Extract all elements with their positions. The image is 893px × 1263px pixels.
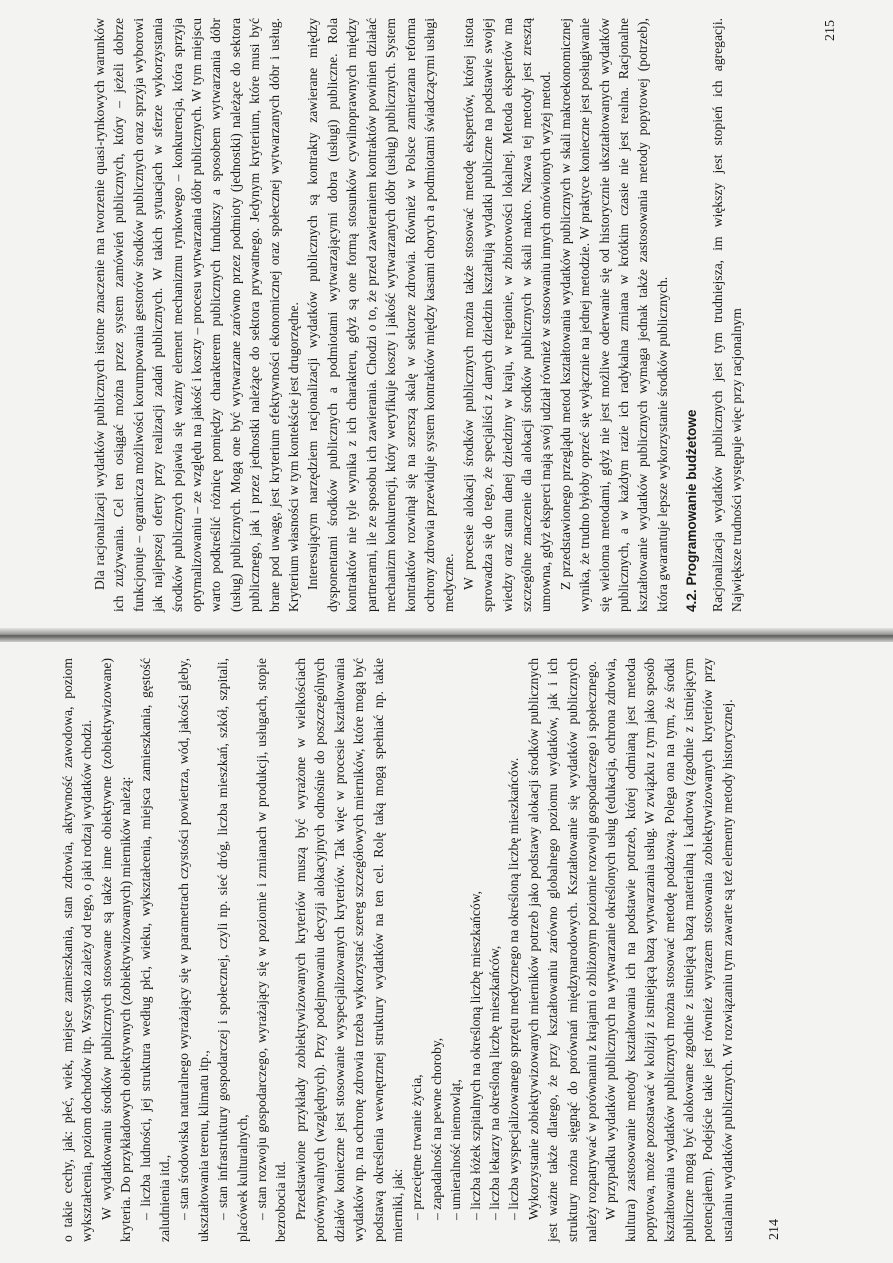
paragraph: Wykorzystanie zobiektywizowanych mierników potrzeb jako podstawy alokacji środków publicznych jest ważne także dlatego, że przy kształtowaniu zarówno globalnego poziomu wydatków, jak i ich struktury można sięgnąć do porównań międzynarodowych. Kształtowanie się wydatków publicznych należy rozpatrywać w porównaniu z krajami o zbliżonym poziomie rozwoju gospodarczego i społecznego. — [525, 658, 599, 1242]
list-item: – przeciętne trwanie życia, — [409, 1074, 425, 1220]
left-page — [0, 642, 893, 1263]
list-item: – stan infrastruktury gospodarczej i społecznej, czyli np. sieć dróg, liczba mieszkań, szkół, szpitali, placówek kulturalnych, — [215, 658, 250, 1242]
paragraph: Interesującym narzędziem racjonalizacji wydatków publicznych są kontrakty zawierane między dysponentami środków publicznych a podmiotami wytwarzającymi dobra (usługi) publiczne. Rola kontraktów nie tyle wynika z ich charakteru, gdyż są one formą stosunków cywilnoprawnych między partnerami, ile ze sposobu ich zawierania. Chodzi o to, że przed zawieraniem kontraktów powinien działać mechanizm konkurencji, który weryfikuje koszty i jakość wytwarzanych dóbr (usług) publicznych. System kontraktów rozwinął się na szerszą skalę w sektorze zdrowia. Również w Polsce zamierzana reforma ochrony zdrowia przewiduje system kontraktów między kasami chorych a podmiotami świadczącymi usługi medyczne. — [305, 18, 457, 612]
list-item: – zapadalność na pewne choroby, — [428, 1037, 444, 1220]
list-item: – umieralność niemowląt, — [448, 1079, 464, 1220]
right-page-rotated-content — [0, 12, 893, 622]
paragraph: o takie cechy, jak: płeć, wiek, miejsce zamieszkania, stan zdrowia, aktywność zawodowa, poziom wykształcenia, poziom dochodów itp. Wszystko zależy od tego, o jaki rodzaj wydatków chodzi. — [60, 658, 95, 1242]
book-spine-shadow — [0, 628, 893, 642]
right-page — [0, 0, 893, 628]
page-number: 214 — [767, 1219, 782, 1240]
section-heading: 4.2. Programowanie budżetowe — [684, 409, 700, 612]
paragraph: Dla racjonalizacji wydatków publicznych istotne znaczenie ma tworzenie quasi-rynkowych warunków ich zużywania. Cel ten osiągać można przez system zamówień publicznych, który – jeżeli dobrze funkcjonuje – ogranicza możliwości korumpowania gestorów środków publicznych oraz sprzyja wyborowi jak najlepszej oferty przy realizacji zadań publicznych. W takich sytuacjach w sferze wykorzystania środków publicznych pojawia się ważny element mechanizmu rynkowego – konkurencja, która sprzyja optymalizowaniu – ze względu na jakość i koszty – procesu wytwarzania dóbr publicznych. W tym miejscu warto podkreślić różnicę pomiędzy charakterem publicznych funduszy a sposobem wytwarzania dóbr (usług) publicznych. Mogą one być wytwarzane zarówno przez podmioty (jednostki) należące do sektora publicznego, jak i przez jednostki należące do sektora prywatnego. Jedynym kryterium, które musi być brane pod uwagę, jest kryterium efektywności ekonomicznej oraz społecznej wytwarzanych dóbr i usług. Kryterium własności w tym kontekście jest drugorzędne. — [92, 18, 302, 612]
list-item: – stan środowiska naturalnego wyrażający się w parametrach czystości powietrza, wód, jakości gleby, ukształtowania terenu, klimatu itp., — [176, 658, 211, 1242]
paragraph: W procesie alokacji środków publicznych można także stosować metodę ekspertów, której istota sprowadza się do tego, że specjaliści z danych dziedzin kształtują wydatki publiczne na podstawie swojej wiedzy oraz stanu danej dziedziny w kraju, w regionie, w zbiorowości lokalnej. Metoda ekspertów ma szczególne znaczenie dla alokacji środków publicznych w skali makro. Nazwa tej metody jest zresztą umowna, gdyż eksperci mają swój udział również w stosowaniu innych omówionych wyżej metod. — [460, 18, 554, 612]
list-item: – liczba lekarzy na określoną liczbę mieszkańców, — [486, 945, 502, 1220]
paragraph: Z przedstawionego przeglądu metod kształtowania wydatków publicznych w skali makroekonomicznej wynika, że trudno byłoby oprzeć się wyłącznie na jednej metodzie. W praktyce konieczne jest posługiwanie się wieloma metodami, gdyż nie jest możliwe oderwanie się od historycznie ukształtowanych wydatków publicznych, a w każdym razie ich radykalna zmiana w krótkim czasie nie jest realna. Racjonalne kształtowanie wydatków publicznych wymaga jednak także zastosowania metody popytowej (potrzeb), która gwarantuje lepsze wykorzystanie środków publicznych. — [557, 18, 670, 612]
list-item: – stan rozwoju gospodarczego, wyrażający się w poziomie i zmianach w produkcji, usługach, stopie bezrobocia itd. — [254, 658, 289, 1242]
left-page-rotated-content — [0, 652, 893, 1252]
page-number: 215 — [823, 20, 838, 41]
list-item: – liczba ludności, jej struktura według płci, wieku, wykształcenia, miejsca zamieszkania, gęstość zaludnienia itd., — [137, 658, 173, 1242]
right-page-text — [90, 18, 793, 612]
list-item: – liczba łóżek szpitalnych na określoną liczbę mieszkańców, — [467, 890, 483, 1220]
left-page-text — [58, 658, 743, 1242]
list-item: – liczba wyspecjalizowanego sprzętu medycznego na określoną liczbę mieszkańców. — [506, 757, 522, 1220]
paragraph: Racjonalizacja wydatków publicznych jest tym trudniejsza, im większy jest stopień ich agregacji. Największe trudności występuje więc przy racjonalnym — [709, 18, 744, 612]
paragraph: Przedstawione przykłady zobiektywizowanych kryteriów muszą być wyrażone w wielkościach porównywalnych (względnych). Przy podejmowaniu decyzji alokacyjnych odnośnie do poszczególnych działów konieczne jest stosowanie wyspecjalizowanych kryteriów. Tak więc w procesie kształtowania wydatków np. na ochronę zdrowia trzeba wykorzystać szereg szczegółowych mierników, które mogą być podstawą określenia wewnętrznej struktury wydatków na ten cel. Rolę taką mogą spełniać np. takie mierniki, jak: — [292, 658, 405, 1242]
paragraph: W przypadku wydatków publicznych na wytwarzanie określonych usług (edukacja, ochrona zdrowia, kultura) zastosowanie metody kształtowania ich na podstawie potrzeb, której odmianą jest metoda popytowa, może pozostawać w kolizji z istniejącą bazą wytwarzania usług. W związku z tym jako sposób kształtowania wydatków publicznych można stosować metodę podażową. Polega ona na tym, że środki publiczne mogą być alokowane zgodnie z istniejącą bazą materialną i kadrową (zgodnie z istniejącym potencjałem). Podejście takie jest również wyrazem stosowania zobiektywizowanych kryteriów przy ustalaniu wydatków publicznych. W rozwiązaniu tym zawarte są też elementy metody historycznej. — [603, 658, 735, 1242]
paragraph: W wydatkowaniu środków publicznych stosowane są także inne obiektywne (zobiektywizowane) kryteria. Do przykładowych obiektywnych (zobiektywizowanych) mierników należą: — [98, 658, 134, 1242]
